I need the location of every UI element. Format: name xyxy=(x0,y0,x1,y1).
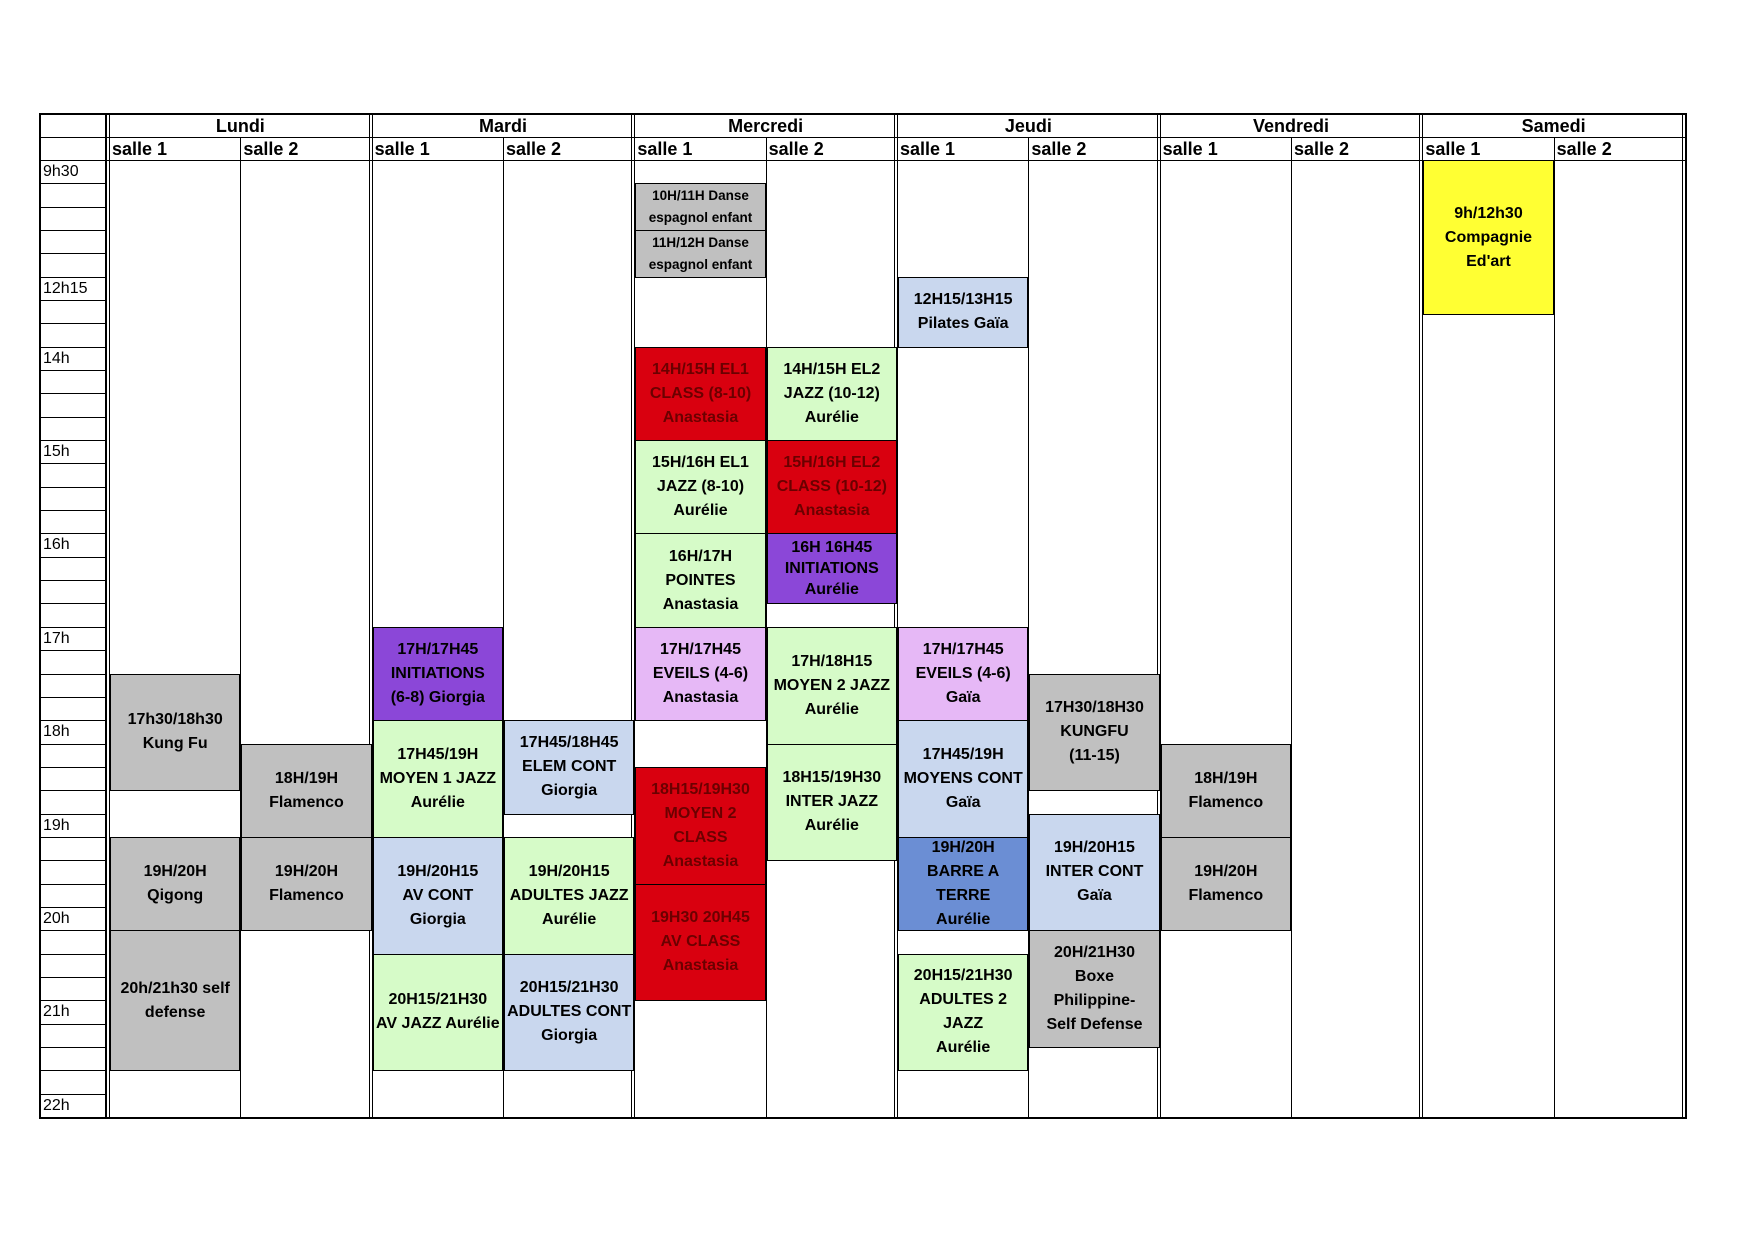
time-row-line xyxy=(39,837,105,838)
course-text: 19H/20H Flamenco xyxy=(1188,863,1264,905)
course-block[interactable] xyxy=(635,183,765,231)
course-block[interactable] xyxy=(373,720,503,838)
room-separator xyxy=(1554,137,1555,1117)
course-block[interactable] xyxy=(635,347,765,441)
time-row-line xyxy=(39,1024,105,1025)
course-block[interactable] xyxy=(898,720,1028,838)
course-text: 20h/21h30 self defense xyxy=(120,979,230,1021)
course-text: 17H45/18H45 ELEM CONT Giorgia xyxy=(519,734,619,800)
time-row-line xyxy=(39,907,105,908)
course-block[interactable] xyxy=(767,744,897,862)
course-block[interactable] xyxy=(635,767,765,885)
time-label: 12h15 xyxy=(43,279,88,297)
course-block[interactable] xyxy=(767,533,897,604)
time-row-line xyxy=(39,860,105,861)
time-row-line xyxy=(39,440,105,441)
course-block[interactable] xyxy=(373,954,503,1072)
day-separator xyxy=(1682,113,1683,1117)
course-text: 19H/20H15 ADULTES JAZZ Aurélie xyxy=(509,862,629,928)
course-text: 19H/20H15 INTER CONT Gaïa xyxy=(1045,839,1144,905)
time-row-line xyxy=(39,767,105,768)
course-text: 18H15/19H30 INTER JAZZ Aurélie xyxy=(782,769,882,835)
course-text: 20H15/21H30 ADULTES CONT Giorgia xyxy=(507,979,632,1045)
day-separator xyxy=(1419,113,1420,1117)
room-header: salle 1 xyxy=(112,139,168,159)
day-separator xyxy=(894,113,895,1117)
course-block[interactable] xyxy=(504,837,634,955)
course-text: 19H/20H Flamenco xyxy=(269,863,344,905)
room-header: salle 2 xyxy=(506,139,562,159)
time-label: 16h xyxy=(43,536,70,554)
course-text: 9h/12h30 Compagnie Ed'art xyxy=(1444,204,1533,270)
course-text: 18H/19H Flamenco xyxy=(1188,769,1264,811)
course-text: 16H 16H45 INITIATIONS Aurélie xyxy=(784,539,879,599)
day-header: Jeudi xyxy=(1004,116,1052,136)
room-header: salle 1 xyxy=(900,139,956,159)
time-label: 21h xyxy=(43,1003,70,1021)
time-label: 9h30 xyxy=(43,163,79,180)
time-row-line xyxy=(39,697,105,698)
room-header: salle 2 xyxy=(1294,139,1350,159)
room-header: salle 1 xyxy=(1162,139,1218,159)
room-header: salle 1 xyxy=(1425,139,1481,159)
course-block[interactable] xyxy=(110,674,240,792)
frame-left xyxy=(39,113,41,1119)
time-row-line xyxy=(39,650,105,651)
course-text: 17H45/19H MOYEN 1 JAZZ Aurélie xyxy=(379,746,497,812)
frame-bottom xyxy=(39,1117,1685,1119)
course-block[interactable] xyxy=(1029,814,1159,932)
day-header: Vendredi xyxy=(1252,116,1329,136)
room-header: salle 2 xyxy=(768,139,824,159)
course-text: 20H15/21H30 ADULTES 2 JAZZ Aurélie xyxy=(913,967,1013,1057)
time-label: 19h xyxy=(43,816,70,834)
course-block[interactable] xyxy=(898,277,1028,348)
time-row-line xyxy=(39,580,105,581)
time-label: 20h xyxy=(43,909,70,927)
course-text: 15H/16H EL1 JAZZ (8-10) Aurélie xyxy=(652,454,749,520)
time-row-line xyxy=(39,393,105,394)
time-row-line xyxy=(39,533,105,534)
course-text: 17H/17H45 EVEILS (4-6) Anastasia xyxy=(652,641,749,706)
course-block[interactable] xyxy=(898,627,1028,721)
room-separator xyxy=(240,137,241,1117)
course-text: 15H/16H EL2 CLASS (10-12) Anastasia xyxy=(776,454,887,520)
time-row-line xyxy=(39,557,105,558)
time-row-line xyxy=(39,347,105,348)
course-block[interactable] xyxy=(635,440,765,534)
course-block[interactable] xyxy=(635,230,765,278)
course-block[interactable] xyxy=(1029,674,1159,792)
time-row-line xyxy=(39,954,105,955)
course-text: 19H/20H15 AV CONT Giorgia xyxy=(397,862,479,928)
room-separator xyxy=(1291,137,1292,1117)
day-header: Mardi xyxy=(478,116,527,136)
time-row-line xyxy=(39,510,105,511)
day-header: Samedi xyxy=(1521,116,1586,136)
course-block[interactable] xyxy=(241,837,371,931)
day-separator xyxy=(106,113,107,1117)
time-row-line xyxy=(39,790,105,791)
time-row-line xyxy=(39,814,105,815)
day-header: Mercredi xyxy=(728,116,804,136)
course-text: 10H/11H Danse espagnol enfant xyxy=(648,188,753,226)
time-row-line xyxy=(39,1047,105,1048)
course-block[interactable] xyxy=(1029,930,1159,1048)
time-label: 22h xyxy=(43,1096,70,1114)
course-text: 17h30/18h30 Kung Fu xyxy=(127,711,223,753)
time-row-line xyxy=(39,370,105,371)
time-row-line xyxy=(39,300,105,301)
time-row-line xyxy=(39,1070,105,1071)
course-block[interactable] xyxy=(504,720,634,814)
course-block[interactable] xyxy=(1161,837,1291,931)
course-text: 12H15/13H15 Pilates Gaïa xyxy=(913,291,1013,333)
course-text: 17H/17H45 EVEILS (4-6) Gaïa xyxy=(915,641,1011,706)
course-block[interactable] xyxy=(1423,160,1553,315)
time-row-line xyxy=(39,603,105,604)
time-row-line xyxy=(39,417,105,418)
time-row-line xyxy=(39,277,105,278)
course-text: 11H/12H Danse espagnol enfant xyxy=(648,234,753,272)
time-label: 18h xyxy=(43,723,70,741)
course-text: 14H/15H EL1 CLASS (8-10) Anastasia xyxy=(649,360,752,426)
day-header: Lundi xyxy=(215,116,265,136)
time-label: 15h xyxy=(43,443,70,461)
course-text: 20H/21H30 Boxe Philippine- Self Defense xyxy=(1046,944,1143,1034)
course-text: 18H15/19H30 MOYEN 2 CLASS Anastasia xyxy=(651,780,750,870)
time-row-line xyxy=(39,977,105,978)
course-block[interactable] xyxy=(241,744,371,838)
time-row-line xyxy=(39,744,105,745)
course-text: 14H/15H EL2 JAZZ (10-12) Aurélie xyxy=(783,360,881,426)
course-text: 20H15/21H30 AV JAZZ Aurélie xyxy=(376,991,500,1033)
room-header: salle 1 xyxy=(374,139,430,159)
time-label: 17h xyxy=(43,629,70,647)
time-row-line xyxy=(39,207,105,208)
course-block[interactable] xyxy=(504,954,634,1072)
time-row-line xyxy=(39,253,105,254)
course-block[interactable] xyxy=(635,884,765,1002)
time-label: 14h xyxy=(43,349,70,367)
course-block[interactable] xyxy=(110,837,240,931)
course-text: 19H/20H Qigong xyxy=(143,863,207,905)
day-separator xyxy=(1160,113,1161,1117)
room-header: salle 1 xyxy=(637,139,693,159)
frame-right xyxy=(1685,113,1687,1119)
time-row-line xyxy=(39,1000,105,1001)
time-row-line xyxy=(39,323,105,324)
time-row-line xyxy=(39,627,105,628)
course-block[interactable] xyxy=(110,930,240,1071)
course-block[interactable] xyxy=(373,837,503,955)
course-block[interactable] xyxy=(767,627,897,745)
time-row-line xyxy=(39,674,105,675)
room-header: salle 2 xyxy=(1556,139,1612,159)
course-block[interactable] xyxy=(898,837,1028,931)
course-text: 17H45/19H MOYENS CONT Gaïa xyxy=(903,746,1023,812)
course-block[interactable] xyxy=(635,533,765,627)
course-text: 17H/18H15 MOYEN 2 JAZZ Aurélie xyxy=(773,652,891,718)
time-row-line xyxy=(39,230,105,231)
course-block[interactable] xyxy=(767,347,897,441)
course-text: 19H30 20H45 AV CLASS Anastasia xyxy=(651,909,750,975)
time-row-line xyxy=(39,183,105,184)
time-row-line xyxy=(39,1094,105,1095)
time-row-line xyxy=(39,720,105,721)
course-block[interactable] xyxy=(767,440,897,534)
time-row-line xyxy=(39,884,105,885)
course-text: 16H/17H POINTES Anastasia xyxy=(662,547,739,613)
course-text: 19H/20H BARRE A TERRE Aurélie xyxy=(927,839,1000,929)
course-text: 17H30/18H30 KUNGFU (11-15) xyxy=(1045,699,1144,765)
course-text: 18H/19H Flamenco xyxy=(269,769,344,811)
course-block[interactable] xyxy=(1161,744,1291,838)
time-row-line xyxy=(39,930,105,931)
course-block[interactable] xyxy=(898,954,1028,1072)
time-row-line xyxy=(39,487,105,488)
course-text: 17H/17H45 INITIATIONS (6-8) Giorgia xyxy=(390,641,485,706)
room-header: salle 2 xyxy=(1031,139,1087,159)
course-block[interactable] xyxy=(373,627,503,721)
room-header: salle 2 xyxy=(243,139,299,159)
day-separator xyxy=(369,113,370,1117)
time-row-line xyxy=(39,463,105,464)
course-block[interactable] xyxy=(635,627,765,721)
